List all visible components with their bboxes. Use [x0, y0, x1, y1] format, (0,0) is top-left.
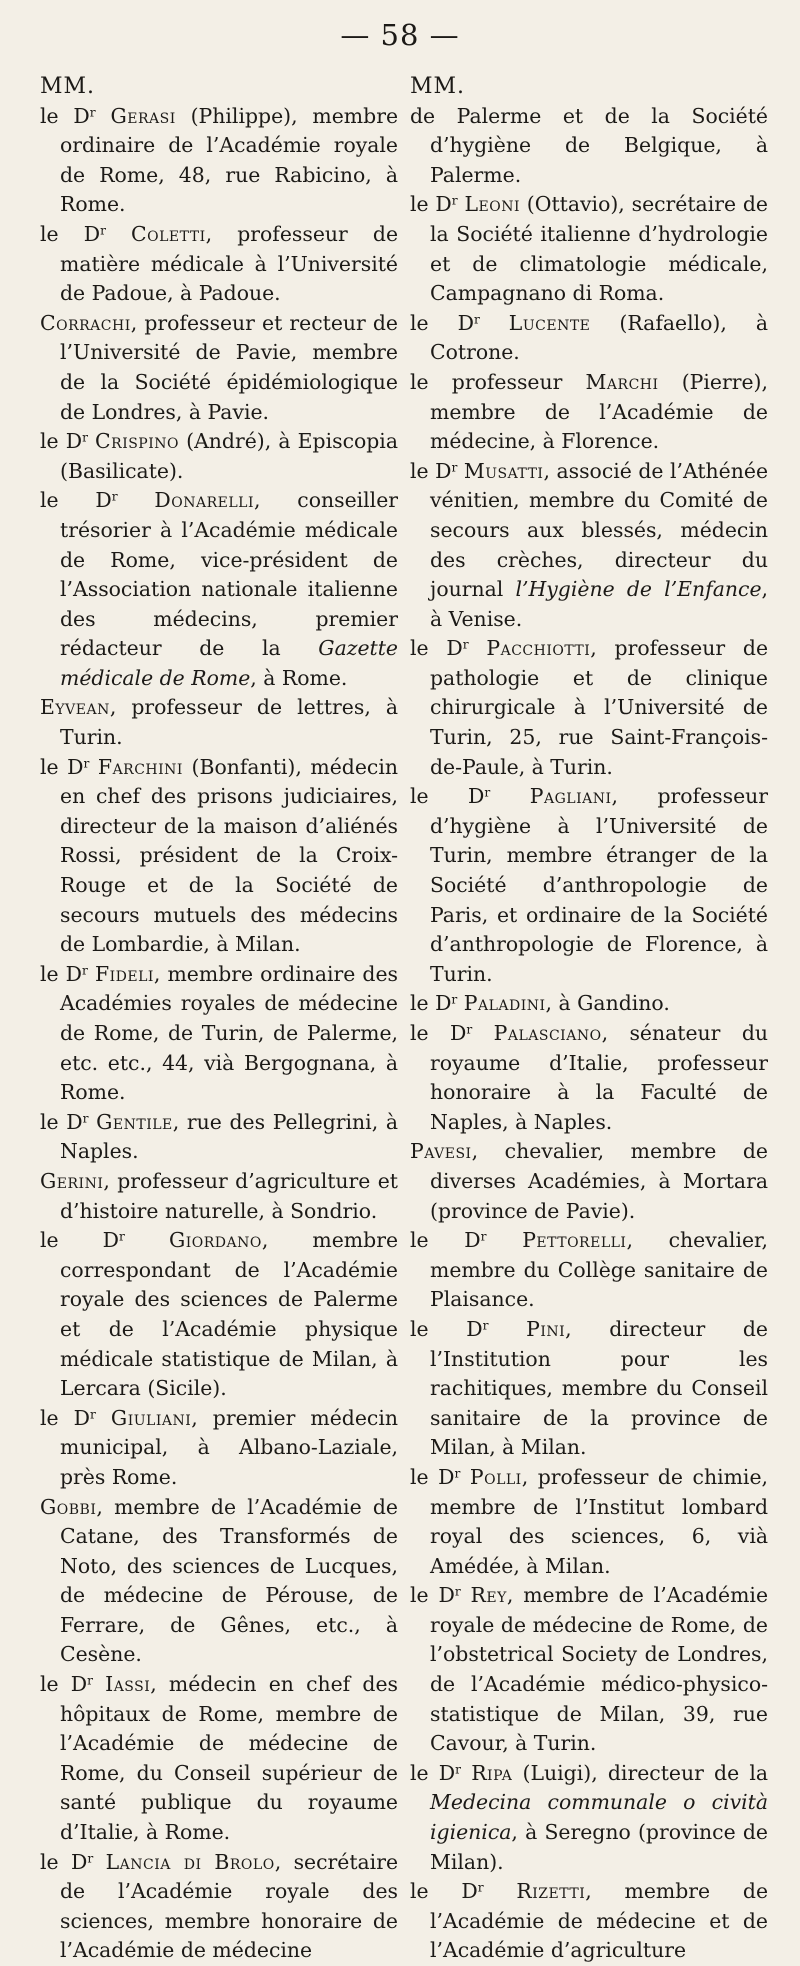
title-superscript: r: [466, 1022, 473, 1037]
member-name: Pini: [526, 1316, 566, 1341]
right-column: [410, 72, 768, 1966]
member-details: , membre de l’Académie de médecine et de l’Académie d’agriculture: [430, 1879, 769, 1963]
member-details: (Luigi), directeur de la: [512, 1760, 769, 1785]
title-superscript: r: [480, 1229, 487, 1244]
member-title: le D: [40, 429, 83, 454]
member-details: (Bonfanti), médecin en chef des prisons judiciaires, directeur de la maison d’aliénés Rossi, président de la Croix-Rouge et de la Société de secours mutuels des médecins de Lombardie, à Milan.: [60, 754, 398, 957]
member-name: Gentile: [96, 1109, 173, 1134]
member-title: le D: [410, 1879, 478, 1904]
member-name: Donarelli: [154, 488, 254, 513]
column-heading: MM.: [40, 74, 96, 99]
member-details: , rue des Pellegrini, à Naples.: [60, 1109, 398, 1164]
member-title: le D: [40, 103, 90, 128]
member-title: le D: [40, 221, 101, 246]
member-name: Ripa: [471, 1760, 513, 1785]
member-entry: [40, 427, 398, 486]
member-title: le D: [410, 636, 463, 661]
member-title: le D: [40, 1672, 88, 1697]
title-superscript: r: [82, 430, 88, 445]
title-superscript: r: [87, 1850, 94, 1865]
member-details: , membre ordinaire des Académies royales de médecine de Rome, de Turin, de Palerme, etc. etc., 44, vià Bergognana, à Rome.: [60, 961, 399, 1105]
member-name: Pagliani: [529, 784, 612, 809]
member-name: Gerasi: [110, 103, 176, 128]
member-entry: [40, 102, 398, 220]
member-name: Corrachi: [40, 310, 131, 335]
member-entry: [410, 1759, 768, 1877]
member-name: Iassi: [105, 1672, 151, 1697]
title-superscript: r: [451, 193, 458, 208]
member-name: Coletti: [131, 221, 206, 246]
title-superscript: r: [89, 104, 96, 119]
member-title: le D: [410, 1316, 483, 1341]
title-superscript: r: [462, 637, 469, 652]
member-entry: [40, 486, 398, 693]
member-details: , associé de l’Athénée vénitien, membre du Comité de secours aux blessés, médecin des crèches, directeur du journal: [430, 458, 769, 602]
title-superscript: r: [482, 1318, 489, 1333]
member-details: (Rafaello), à Cotrone.: [430, 310, 768, 365]
member-name: Eyvean: [40, 695, 110, 720]
column-heading: MM.: [410, 74, 466, 99]
member-list: [410, 102, 768, 1966]
member-title: le D: [410, 1760, 456, 1785]
member-details: , membre correspondant de l’Académie royale des sciences de Palerme et de l’Académie physique médicale statistique de Milan, à Lercara (Sicile).: [60, 1228, 399, 1401]
member-details: , médecin en chef des hôpitaux de Rome, membre de l’Académie de médecine de Rome, du Conseil supérieur de santé publique du royaume d’Italie, à Rome.: [60, 1672, 398, 1845]
member-entry: [410, 1137, 768, 1226]
member-entry: [410, 368, 768, 457]
publication-title: Gazette médicale de Rome: [60, 636, 398, 690]
member-name: Giordano: [168, 1228, 262, 1253]
member-details: , professeur de chimie, membre de l’Institut lombard royal des sciences, 6, vià Amédée, à Milan.: [430, 1464, 768, 1578]
title-superscript: r: [82, 963, 88, 978]
member-entry: [40, 1848, 398, 1966]
member-title: le D: [410, 1464, 455, 1489]
title-superscript: r: [83, 755, 90, 770]
member-details: , chevalier, membre de diverses Académies, à Mortara (province de Pavie).: [430, 1139, 768, 1223]
member-name: Crispino: [95, 429, 179, 454]
member-entry: [410, 309, 768, 368]
member-title: le D: [410, 310, 474, 335]
member-name: Pacchiotti: [486, 636, 591, 661]
member-title: le D: [40, 1849, 88, 1874]
member-name: Lucente: [508, 310, 591, 335]
member-details: de Palerme et de la Société d’hygiène de Belgique, à Palerme.: [410, 103, 768, 187]
member-details: , premier médecin municipal, à Albano-Laziale, près Rome.: [60, 1405, 398, 1489]
member-name: Palasciano: [493, 1021, 602, 1045]
member-details: (André), à Episcopia (Basilicate).: [60, 429, 398, 483]
member-entry: [40, 1404, 398, 1493]
member-entry: [40, 1167, 398, 1226]
title-superscript: r: [454, 1584, 461, 1599]
member-name: Lancia di Brolo: [105, 1849, 275, 1874]
member-name: Polli: [469, 1464, 522, 1489]
member-entry: [40, 1670, 398, 1848]
member-details: , secrétaire de l’Académie royale des sciences, membre honoraire de l’Académie de médecine: [60, 1849, 399, 1963]
member-entry: [410, 1581, 768, 1759]
member-entry: [410, 989, 768, 1019]
left-column: [40, 72, 398, 1966]
title-superscript: r: [473, 312, 480, 327]
member-name: Rizetti: [516, 1879, 586, 1904]
publication-title: Medecina communale o cività igienica: [430, 1790, 768, 1845]
member-details-end: , à Seregno (province de Milan).: [430, 1820, 768, 1874]
member-entry: [40, 1226, 398, 1404]
member-details: , directeur de l’Institution pour les rachitiques, membre du Conseil sanitaire de la province de Milan, à Milan.: [430, 1316, 768, 1460]
member-entry: [410, 457, 768, 635]
member-title: le D: [40, 1405, 90, 1430]
member-details: , professeur et recteur de l’Université de Pavie, membre de la Société épidémiologique de Londres, à Pavie.: [60, 310, 398, 424]
member-details: , conseiller trésorier à l’Académie médicale de Rome, vice-président de l’Association nationale italienne des médecins, premier rédacteur de la: [60, 488, 399, 661]
member-details: , professeur d’agriculture et d’histoire naturelle, à Sondrio.: [60, 1168, 398, 1223]
member-entry: [410, 634, 768, 782]
member-entry: [410, 1877, 768, 1966]
member-details: (Pierre), membre de l’Académie de médecine, à Florence.: [430, 369, 768, 454]
title-superscript: r: [100, 223, 106, 238]
member-entry: [40, 960, 398, 1108]
member-details: (Ottavio), secrétaire de la Société italienne d’hydrologie et de climatologie médicale, Campagnano di Roma.: [430, 192, 768, 306]
member-details: , membre de l’Académie royale de médecine de Rome, de l’obstetrical Society de Londres, de l’Académie médico-physico-statistique de Milan, 39, rue Cavour, à Turin.: [430, 1583, 769, 1756]
member-title: le D: [410, 784, 485, 809]
title-superscript: r: [87, 1673, 93, 1688]
member-entry: [40, 1493, 398, 1671]
member-details-end: , à Venise.: [430, 577, 768, 631]
member-entry: [410, 1463, 768, 1581]
member-entry: [410, 1226, 768, 1315]
member-title: le D: [40, 1228, 120, 1253]
member-entry: [40, 753, 398, 960]
publication-title: l’Hygiène de l’Enfance: [515, 577, 762, 602]
member-entry: [40, 220, 398, 309]
member-entry: [410, 782, 768, 989]
title-superscript: r: [477, 1880, 484, 1895]
member-entry: [40, 309, 398, 427]
title-superscript: r: [90, 1407, 96, 1421]
member-name: Pavesi: [410, 1139, 472, 1164]
member-title: le D: [410, 1021, 467, 1045]
title-superscript: r: [484, 785, 491, 800]
member-entry: [40, 1108, 398, 1167]
title-superscript: r: [451, 992, 458, 1007]
title-superscript: r: [82, 1111, 89, 1126]
member-name: Rey: [470, 1583, 507, 1608]
member-details-end: , à Rome.: [250, 665, 348, 690]
member-title: le professeur: [410, 369, 586, 394]
member-title: le D: [40, 488, 112, 513]
member-details: , professeur de matière médicale à l’Université de Padoue, à Padoue.: [60, 221, 399, 306]
member-name: Paladini: [463, 991, 546, 1016]
member-name: Pettorelli: [522, 1228, 627, 1253]
title-superscript: r: [454, 1466, 461, 1481]
member-details: , sénateur du royaume d’Italie, professeur honoraire à la Faculté de Naples, à Naples.: [430, 1021, 769, 1134]
member-name: Marchi: [585, 369, 659, 394]
member-title: le D: [410, 1583, 455, 1608]
member-list: [40, 102, 398, 1966]
member-title: le D: [410, 192, 452, 217]
title-superscript: r: [111, 489, 118, 504]
member-name: Leoni: [464, 192, 520, 217]
member-details: , professeur de pathologie et de clinique chirurgicale à l’Université de Turin, 25, rue Saint-François-de-Paule, à Turin.: [430, 636, 769, 779]
member-name: Gerini: [40, 1168, 104, 1193]
member-name: Giuliani: [110, 1405, 192, 1430]
member-details: , professeur de lettres, à Turin.: [60, 695, 398, 750]
member-name: Farchini: [97, 754, 183, 779]
member-entry: [410, 102, 768, 191]
member-title: le D: [410, 1228, 481, 1253]
member-title: le D: [410, 991, 452, 1016]
member-entry: [40, 693, 398, 752]
page-number: — 58 —: [340, 18, 460, 52]
title-superscript: r: [451, 460, 458, 474]
member-title: le D: [40, 1109, 83, 1134]
member-details: , membre de l’Académie de Catane, des Transformés de Noto, des sciences de Lucques, de médecine de Pérouse, de Ferrare, de Gênes, etc., à Cesène.: [60, 1494, 398, 1667]
member-entry: [410, 190, 768, 308]
member-title: le D: [40, 754, 84, 779]
member-name: Musatti: [463, 458, 544, 483]
member-entry: [410, 1019, 768, 1137]
title-superscript: r: [455, 1762, 461, 1777]
member-name: Gobbi: [40, 1494, 97, 1519]
member-details: (Philippe), membre ordinaire de l’Académie royale de Rome, 48, rue Rabicino, à Rome.: [60, 103, 399, 217]
member-details: , professeur d’hygiène à l’Université de Turin, membre étranger de la Société d’anthropologie de Paris, et ordinaire de la Société d’anthropologie de Florence, à Turin.: [430, 784, 769, 986]
title-superscript: r: [119, 1229, 125, 1244]
member-details: , à Gandino.: [545, 991, 670, 1016]
member-title: le D: [410, 458, 452, 483]
member-details: , chevalier, membre du Collège sanitaire de Plaisance.: [430, 1228, 769, 1312]
member-name: Fideli: [94, 961, 154, 986]
member-entry: [410, 1315, 768, 1463]
member-title: le D: [40, 961, 83, 986]
